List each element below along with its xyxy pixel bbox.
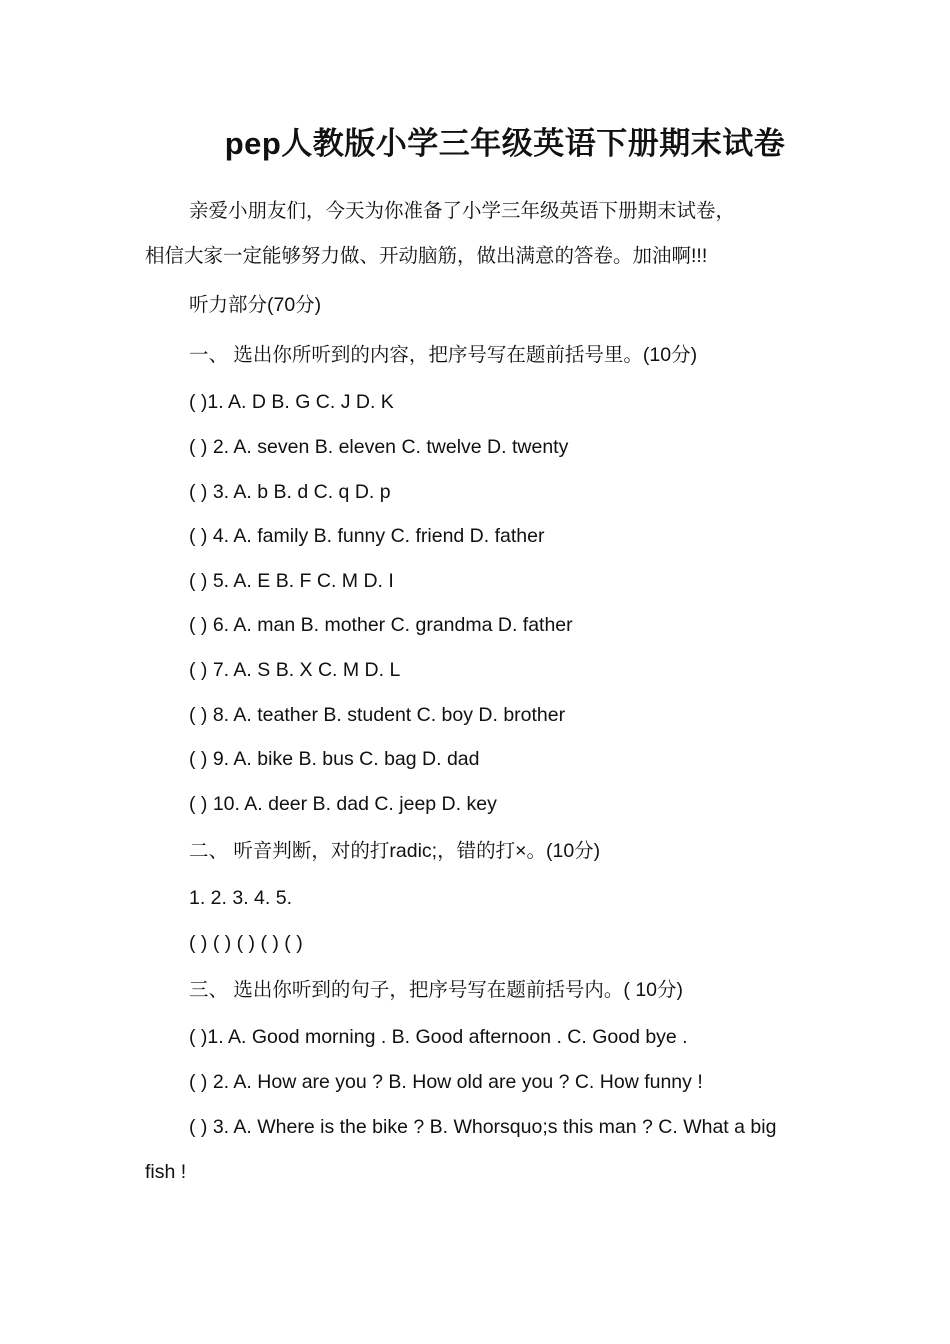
question-item: ( ) 4. A. family B. funny C. friend D. father: [189, 525, 545, 547]
question-item: ( ) 7. A. S B. X C. M D. L: [189, 659, 401, 681]
question-item: ( ) 3. A. Where is the bike ? B. Whorsquo;s this man ? C. What a big: [189, 1116, 777, 1138]
question-item: ( ) 2. A. How are you ? B. How old are you ? C. How funny !: [189, 1071, 703, 1093]
intro-line-1: 亲爱小朋友们，今天为你准备了小学三年级英语下册期末试卷，: [189, 200, 736, 222]
page-title: pep人教版小学三年级英语下册期末试卷: [224, 126, 786, 161]
question-item: ( ) 5. A. E B. F C. M D. I: [189, 570, 394, 592]
question-item: ( ) 3. A. b B. d C. q D. p: [189, 481, 391, 503]
listening-header: 听力部分(70分): [189, 294, 322, 316]
section3-heading: 三、 选出你听到的句子，把序号写在题前括号内。( 10分): [189, 979, 684, 1001]
intro-line-2: 相信大家一定能够努力做、开动脑筋，做出满意的答卷。加油啊!!!: [145, 245, 708, 267]
section2-brackets: ( ) ( ) ( ) ( ) ( ): [189, 932, 303, 954]
question-item: ( ) 8. A. teather B. student C. boy D. brother: [189, 704, 566, 726]
question-item: ( ) 9. A. bike B. bus C. bag D. dad: [189, 748, 480, 770]
section2-heading: 二、 听音判断，对的打radic;，错的打×。(10分): [189, 840, 601, 862]
section1-heading: 一、 选出你所听到的内容，把序号写在题前括号里。(10分): [189, 344, 698, 366]
question-item: ( )1. A. Good morning . B. Good afternoon . C. Good bye .: [189, 1026, 688, 1048]
question-item: ( ) 10. A. deer B. dad C. jeep D. key: [189, 793, 497, 815]
question-item: ( ) 6. A. man B. mother C. grandma D. father: [189, 614, 573, 636]
question-item-continuation: fish !: [145, 1161, 187, 1183]
question-item: ( )1. A. D B. G C. J D. K: [189, 391, 394, 413]
question-item: ( ) 2. A. seven B. eleven C. twelve D. twenty: [189, 436, 569, 458]
section2-numbers: 1. 2. 3. 4. 5.: [189, 887, 292, 909]
